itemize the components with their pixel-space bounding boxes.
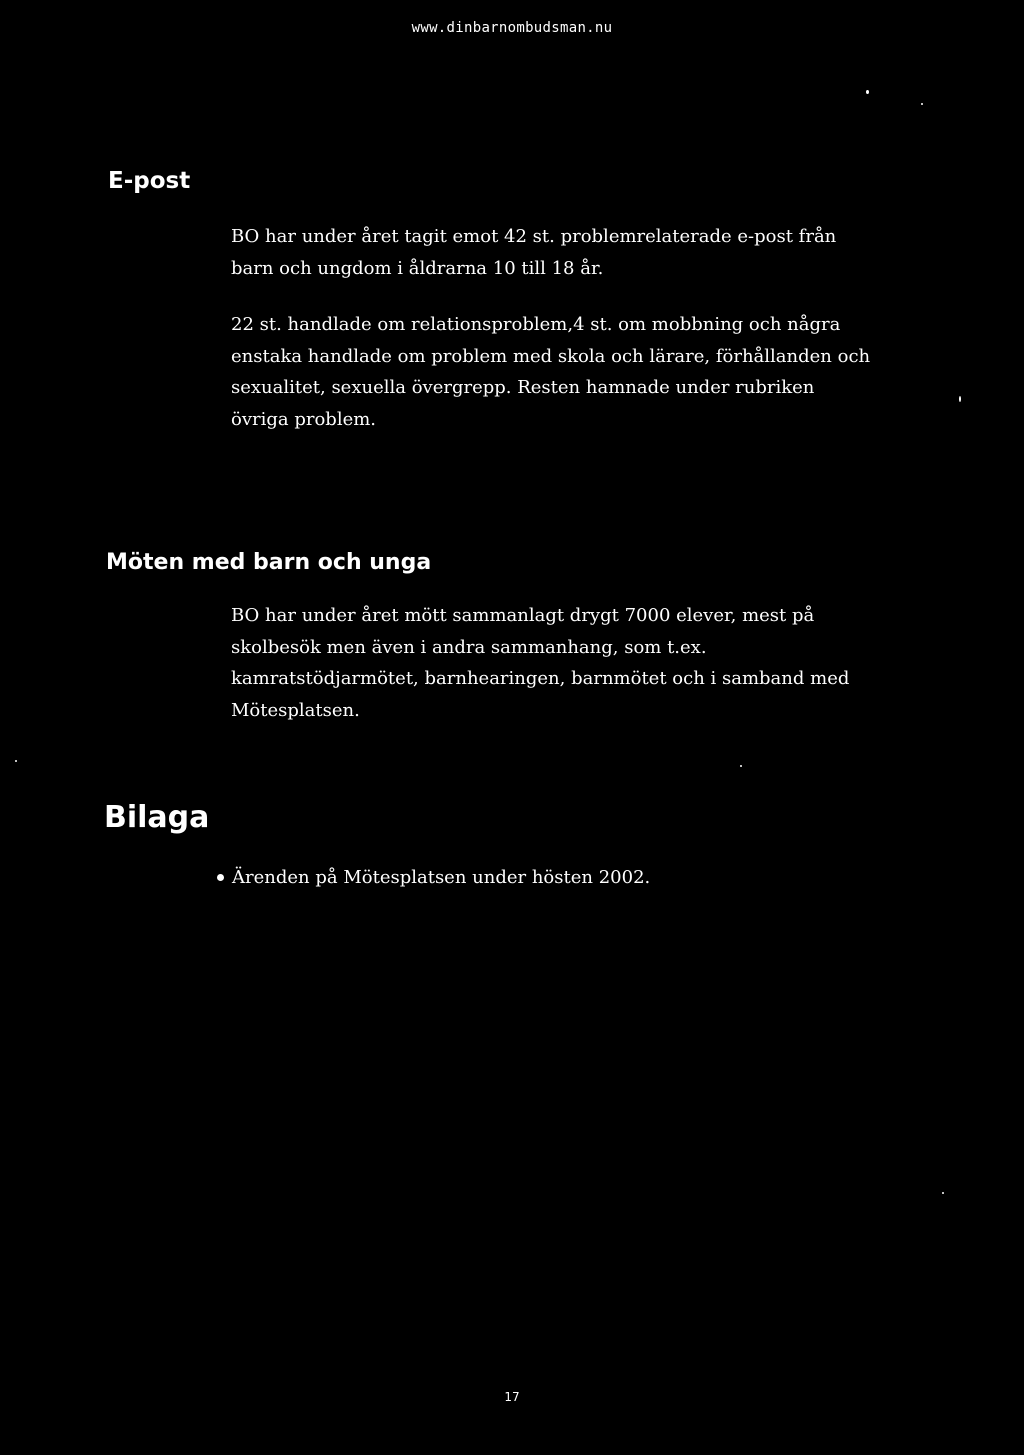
- scan-speck: [15, 760, 17, 762]
- site-url: www.dinbarnombudsman.nu: [411, 20, 613, 36]
- bullet-icon: [217, 874, 224, 881]
- scan-speck: [740, 765, 742, 767]
- bilaga-list-item: [214, 862, 650, 893]
- moten-paragraph: BO har under året mött sammanlagt drygt 7000 elever, mest på skolbesök men även i andra sammanhang, som t.ex. kamratstödjarmötet, barnhearingen, barnmötet och i samband med Mötesplatsen.: [231, 605, 850, 721]
- epost-paragraph-2: 22 st. handlade om relationsproblem,4 st. om mobbning och några enstaka handlade om problem med skola och lärare, förhållanden och sexualitet, sexuella övergrepp. Resten hamnade under rubriken övriga problem.: [231, 314, 871, 430]
- bilaga-heading: Bilaga: [104, 800, 210, 835]
- page-number: 17: [504, 1390, 520, 1404]
- scan-speck: [959, 396, 961, 402]
- epost-heading: E-post: [108, 168, 191, 194]
- moten-heading: Möten med barn och unga: [106, 550, 432, 575]
- epost-paragraph-1: BO har under året tagit emot 42 st. problemrelaterade e-post från barn och ungdom i åldrarna 10 till 18 år.: [231, 226, 837, 279]
- scan-speck: [866, 90, 869, 94]
- scan-speck: [921, 103, 923, 105]
- scan-speck: [942, 1192, 944, 1194]
- bilaga-list-item-text: Ärenden på Mötesplatsen under hösten 2002.: [232, 867, 651, 888]
- bilaga-list: [214, 862, 650, 893]
